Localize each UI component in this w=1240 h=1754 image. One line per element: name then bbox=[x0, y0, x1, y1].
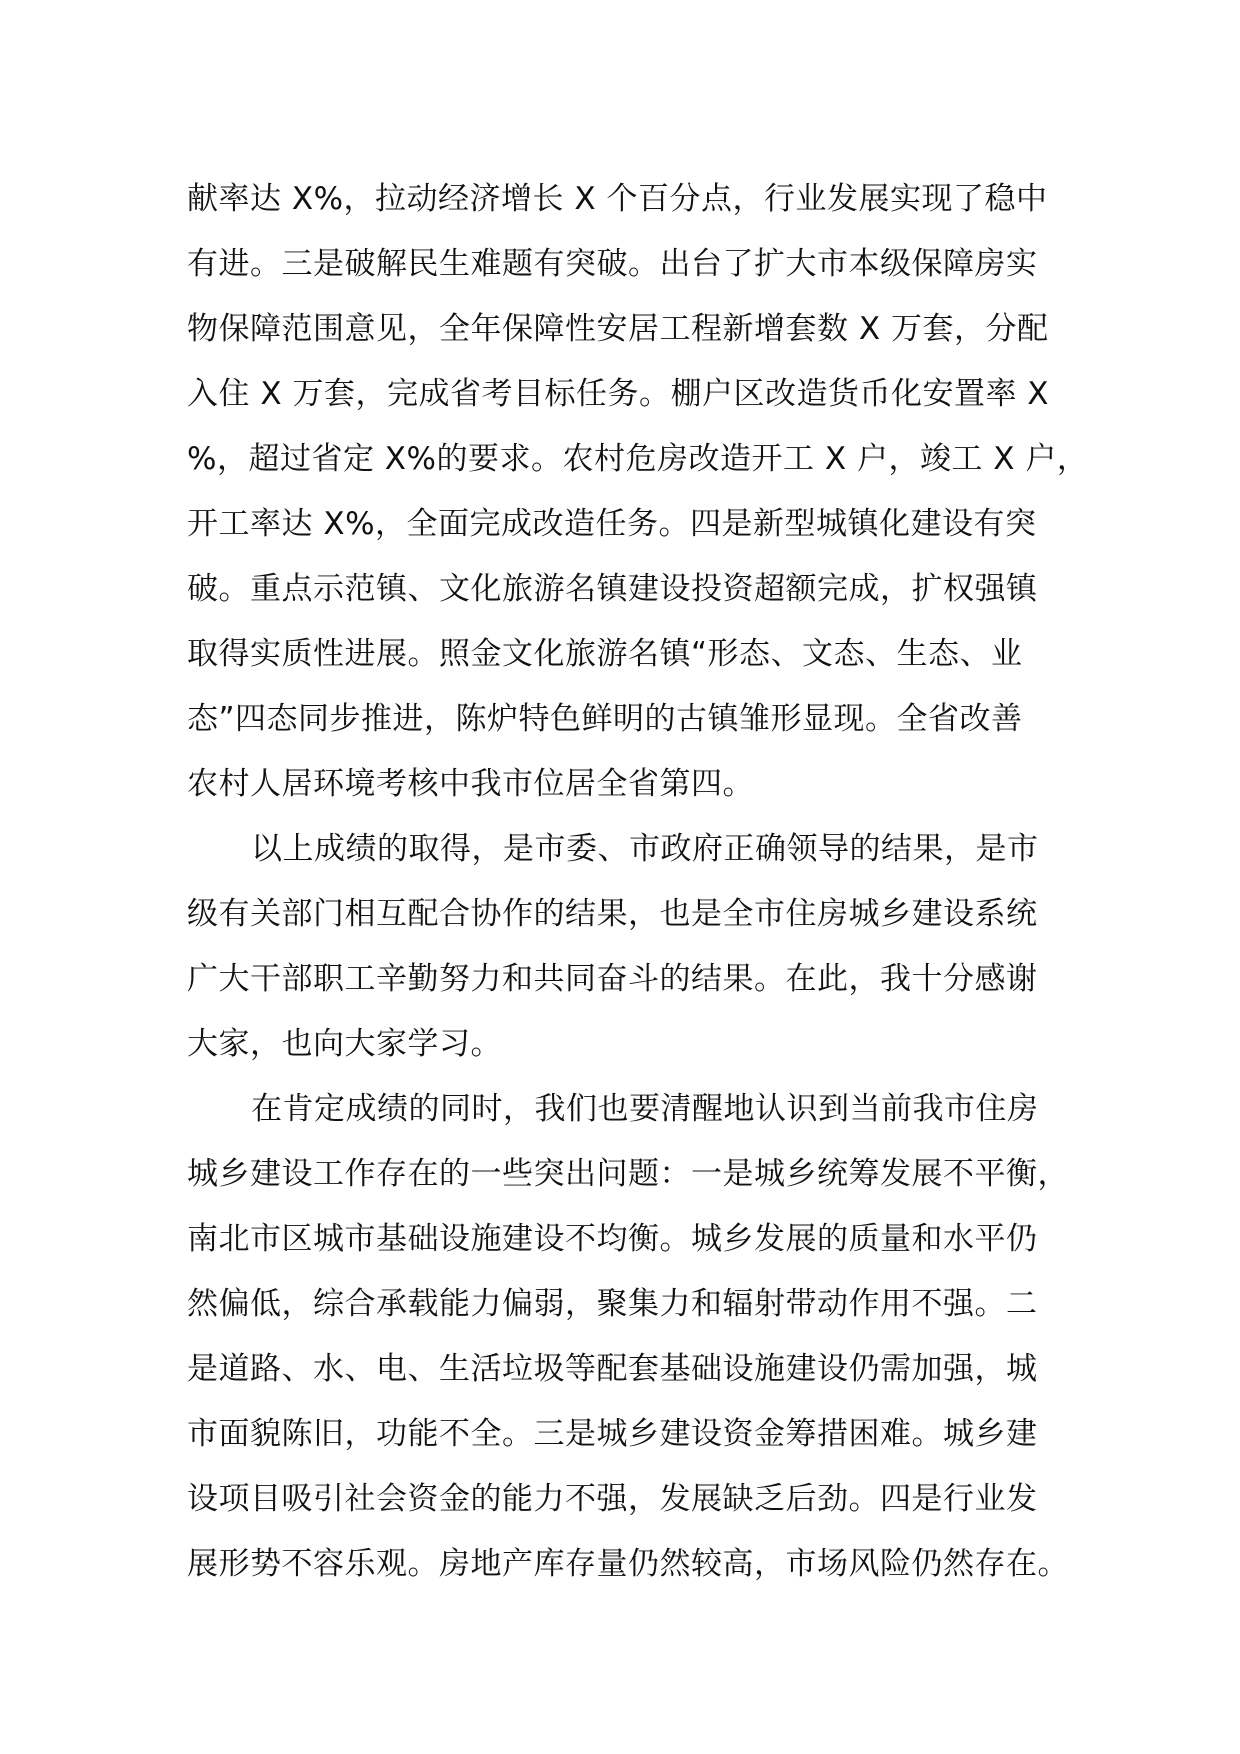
text-line: 取得实质性进展。照金文化旅游名镇“形态、文态、生态、业 bbox=[187, 636, 1023, 672]
text-line: 城乡建设工作存在的一些突出问题：一是城乡统筹发展不平衡， bbox=[187, 1156, 1069, 1192]
text-line: 在肯定成绩的同时，我们也要清醒地认识到当前我市住房 bbox=[251, 1091, 1039, 1127]
text-line: 以上成绩的取得，是市委、市政府正确领导的结果，是市 bbox=[251, 831, 1039, 867]
text-line: %，超过省定 X%的要求。农村危房改造开工 X 户，竣工 X 户， bbox=[187, 441, 1089, 477]
text-line: 市面貌陈旧，功能不全。三是城乡建设资金筹措困难。城乡建 bbox=[187, 1416, 1038, 1452]
text-line: 物保障范围意见，全年保障性安居工程新增套数 X 万套，分配 bbox=[187, 311, 1049, 347]
text-line: 大家，也向大家学习。 bbox=[187, 1026, 502, 1062]
text-line: 农村人居环境考核中我市位居全省第四。 bbox=[187, 766, 754, 802]
text-line: 破。重点示范镇、文化旅游名镇建设投资超额完成，扩权强镇 bbox=[187, 571, 1038, 607]
text-line: 展形势不容乐观。房地产库存量仍然较高，市场风险仍然存在。 bbox=[187, 1546, 1069, 1582]
text-line: 是道路、水、电、生活垃圾等配套基础设施建设仍需加强，城 bbox=[187, 1351, 1038, 1387]
text-line: 有进。三是破解民生难题有突破。出台了扩大市本级保障房实 bbox=[187, 246, 1038, 282]
text-line: 态”四态同步推进，陈炉特色鲜明的古镇雏形显现。全省改善 bbox=[187, 701, 1023, 737]
text-line: 南北市区城市基础设施建设不均衡。城乡发展的质量和水平仍 bbox=[187, 1221, 1038, 1257]
text-line: 入住 X 万套，完成省考目标任务。棚户区改造货币化安置率 X bbox=[187, 376, 1050, 412]
body-text bbox=[187, 167, 1087, 1597]
text-line: 广大干部职工辛勤努力和共同奋斗的结果。在此，我十分感谢 bbox=[187, 961, 1038, 997]
text-line: 开工率达 X%，全面完成改造任务。四是新型城镇化建设有突 bbox=[187, 506, 1037, 542]
text-line: 级有关部门相互配合协作的结果，也是全市住房城乡建设系统 bbox=[187, 896, 1038, 932]
text-line: 设项目吸引社会资金的能力不强，发展缺乏后劲。四是行业发 bbox=[187, 1481, 1038, 1517]
text-line: 然偏低，综合承载能力偏弱，聚集力和辐射带动作用不强。二 bbox=[187, 1286, 1038, 1322]
text-line: 献率达 X%，拉动经济增长 X 个百分点，行业发展实现了稳中 bbox=[187, 181, 1048, 217]
